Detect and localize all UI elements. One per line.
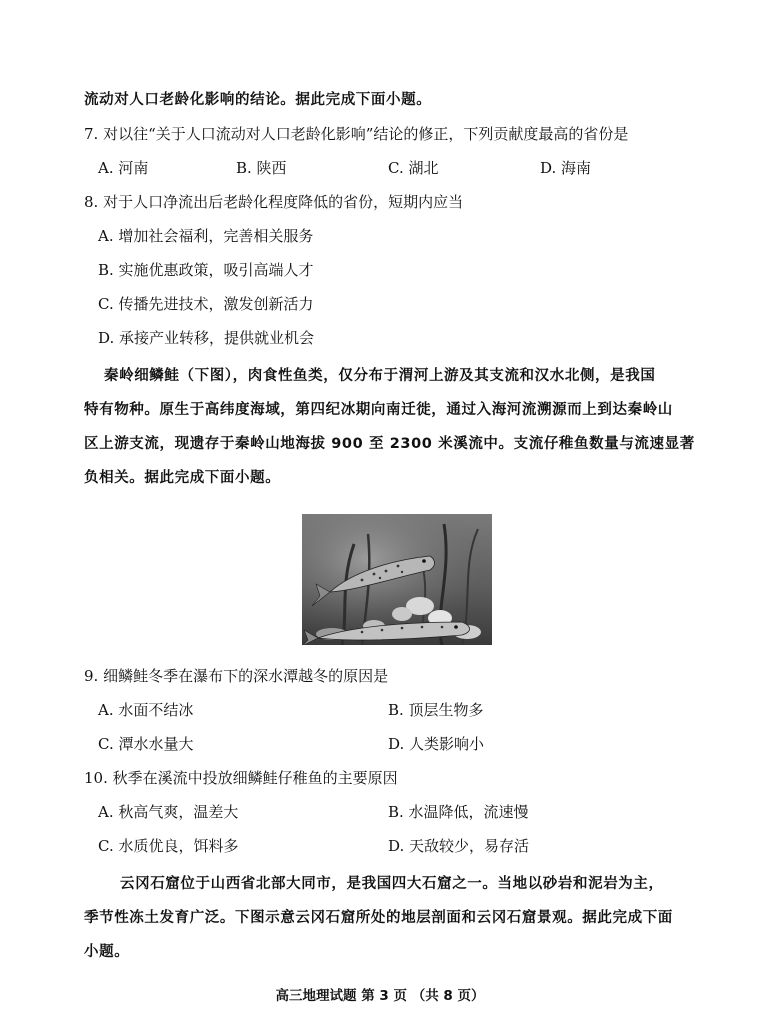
q9-stem: 9. 细鳞鲑冬季在瀑布下的深水潭越冬的原因是: [84, 667, 389, 685]
yungang-passage-line-3: 小题。: [84, 944, 130, 960]
q9-option-c: C. 潭水水量大: [98, 735, 194, 753]
yungang-passage-line-2: 季节性冻土发育广泛。下图示意云冈石窟所处的地层剖面和云冈石窟景观。据此完成下面: [84, 910, 673, 926]
q10-option-d: D. 天敌较少，易存活: [388, 837, 530, 855]
q7-option-c: C. 湖北: [388, 159, 439, 177]
q7-stem: 7. 对以往“关于人口流动对人口老龄化影响”结论的修正，下列贡献度最高的省份是: [84, 125, 629, 143]
q10-option-c: C. 水质优良，饵料多: [98, 837, 239, 855]
q8-stem: 8. 对于人口净流出后老龄化程度降低的省份，短期内应当: [84, 193, 464, 211]
q7-option-b: B. 陕西: [236, 159, 287, 177]
q8-option-b: B. 实施优惠政策，吸引高端人才: [98, 261, 314, 279]
q7-option-d: D. 海南: [540, 159, 592, 177]
q9-option-a: A. 水面不结冰: [98, 701, 194, 719]
q8-option-d: D. 承接产业转移，提供就业机会: [98, 329, 315, 347]
page-footer: 高三地理试题 第 3 页 （共 8 页）: [275, 988, 485, 1004]
q9-option-b: B. 顶层生物多: [388, 701, 484, 719]
fish-passage-line-3: 区上游支流，现遗存于秦岭山地海拔 900 至 2300 米溪流中。支流仔稚鱼数量与流速显著: [84, 436, 695, 452]
intro-tail: 流动对人口老龄化影响的结论。据此完成下面小题。: [84, 92, 432, 108]
q10-option-b: B. 水温降低，流速慢: [388, 803, 529, 821]
fish-passage-line-1: 秦岭细鳞鲑（下图），肉食性鱼类，仅分布于渭河上游及其支流和汉水北侧，是我国: [104, 368, 656, 384]
q8-option-a: A. 增加社会福利，完善相关服务: [98, 227, 314, 245]
fish-photo: [302, 514, 492, 645]
yungang-passage-line-1: 云冈石窟位于山西省北部大同市，是我国四大石窟之一。当地以砂岩和泥岩为主，: [120, 876, 664, 892]
q7-option-a: A. 河南: [98, 159, 149, 177]
q9-option-d: D. 人类影响小: [388, 735, 485, 753]
q10-stem: 10. 秋季在溪流中投放细鳞鲑仔稚鱼的主要原因: [84, 769, 398, 787]
fish-passage-line-4: 负相关。据此完成下面小题。: [84, 470, 281, 486]
fish-passage-line-2: 特有物种。原生于高纬度海域，第四纪冰期向南迁徙，通过入海河流溯源而上到达秦岭山: [84, 402, 673, 418]
q8-option-c: C. 传播先进技术，激发创新活力: [98, 295, 314, 313]
q10-option-a: A. 秋高气爽，温差大: [98, 803, 239, 821]
